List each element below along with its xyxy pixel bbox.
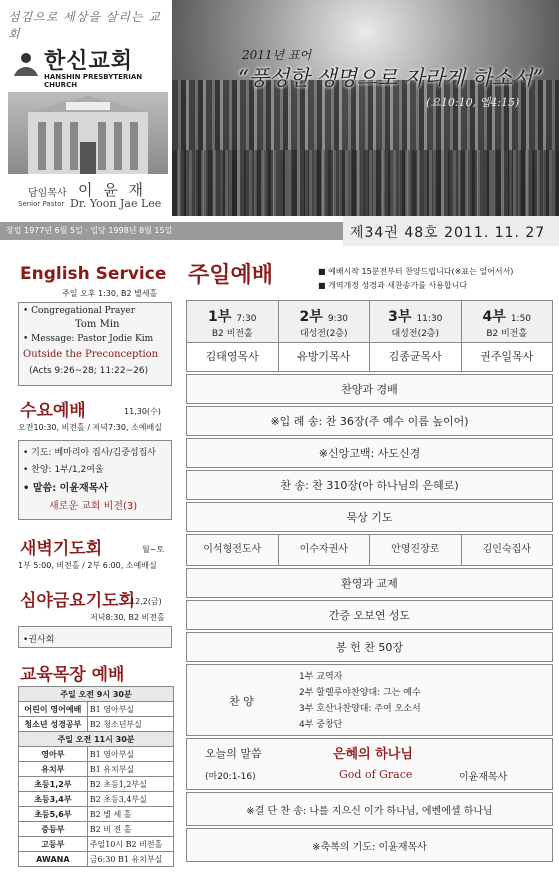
service-cell [370,301,462,342]
service-place: 대성전(2층) [299,329,348,339]
wednesday-sermon-title: 새로운 교회 비전(3) [49,501,138,512]
sermon-preacher: 이윤재목사 [459,772,508,783]
education-title: 교육목장 예배 [20,665,125,685]
sermon-title-en: God of Grace [339,768,413,781]
order-opening-hymn: ※입 례 송: 찬 36장(주 예수 이름 높이어) [186,406,553,436]
education-row [19,852,174,867]
english-service-box [18,302,172,386]
left-column [0,246,178,874]
education-room: 금6:30 B1 유치부실 [87,852,173,867]
worship-note-2: ■ 개역개정 성경과 새찬송가를 사용합니다 [318,281,468,290]
photo-crowd-front [172,150,559,216]
education-row [19,732,174,747]
education-room: B2 청소년부실 [87,717,173,732]
education-room: B1 영아부실 [87,702,173,717]
pastor-label-ko: 담임목사 [28,188,67,199]
education-class: 중등부 [19,822,88,837]
night-prayer-date: 12,2(금) [130,597,162,606]
order-creed: ※신앙고백: 사도신경 [186,438,553,468]
year-motto-ref: (요10:10, 엡4:15) [426,96,520,109]
choir-line: 3부 호산나찬양대: 주여 오소서 [299,704,421,714]
congregation-photo [172,0,559,216]
education-class: AWANA [19,852,88,867]
worship-column [180,246,559,874]
order-closing-hymn: ※결 단 찬 송: 나를 지으신 이가 하나님, 에벤에셀 하나님 [186,792,553,826]
order-benediction: ※축복의 기도: 이윤재목사 [186,828,553,862]
order-prayer: 묵상 기도 [186,502,553,532]
education-class: 청소년 성경공부 [19,717,88,732]
service-part: 3부 [388,309,412,325]
prayer-elder: 안영진장로 [370,535,462,565]
night-prayer-time: 저녁8:30, B2 비전홀 [90,613,165,622]
choir-line: 1부 교역자 [299,672,343,682]
wednesday-prayer: • 기도: 베마리아 집사/김중섭집사 [23,448,156,458]
service-place: 대성전(2층) [391,329,440,339]
service-leader-row [187,343,552,371]
education-row [19,777,174,792]
english-prayer-label: • Congregational Prayer [23,306,136,316]
education-row [19,747,174,762]
education-section-header: 주일 오전 9시 30분 [19,687,174,702]
english-sermon-title: Outside the Preconception [23,349,159,360]
service-time: 7:30 [236,314,257,324]
wednesday-message: • 말씀: 이윤재목사 [23,483,108,494]
education-row [19,792,174,807]
service-header-row [187,301,552,343]
night-prayer-box [18,626,172,648]
year-motto: “풍성한 생명으로 자라게 하소서” [238,66,544,90]
english-message: • Message: Pastor Jodie Kim [23,334,154,344]
choir-line: 2부 할렐루야찬양대: 그는 예수 [299,688,421,698]
education-row [19,807,174,822]
sermon-label: 오늘의 말씀 [205,747,262,760]
education-room: B2 초등3,4부실 [87,792,173,807]
service-leader: 권주일목사 [480,350,534,363]
education-row [19,837,174,852]
english-service-title: English Service [20,264,167,284]
wednesday-box [18,440,172,520]
education-row [19,762,174,777]
education-table [18,686,174,867]
dawn-prayer-time: 1부 5:00, 비전홀 / 2부 6:00, 소예배실 [18,561,157,570]
education-class: 유치부 [19,762,88,777]
english-prayer-name: Tom Min [75,319,120,330]
order-sermon [186,738,553,790]
service-place: B2 비전홀 [486,329,528,339]
education-room: B1 유치부실 [87,762,173,777]
order-offering: 봉 헌 찬 50장 [186,632,553,662]
choir-line: 4부 중창단 [299,720,343,730]
founded-date: 창립 1977년 6월 5일 · 입당 1998년 8월 15일 [6,226,173,235]
service-part: 2부 [299,309,323,325]
night-prayer-title: 심야금요기도회 [20,591,135,611]
wednesday-date: 11,30(수) [124,407,161,416]
service-leader: 유방기목사 [279,343,371,371]
education-section-header: 주일 오전 11시 30분 [19,732,174,747]
worship-title: 주일예배 [188,263,274,288]
service-part: 4부 [482,309,506,325]
pastor-label-en: Senior Pastor [18,200,65,208]
church-building-image [8,92,168,174]
service-table [186,300,553,372]
sermon-title-ko: 은혜의 하나님 [333,747,413,762]
service-time: 1:50 [510,314,532,324]
education-row [19,687,174,702]
order-welcome: 환영과 교제 [186,568,553,598]
order-hymn: 찬 송: 찬 310장(아 하나님의 은혜로) [186,470,553,500]
education-room: 주일10시 B2 비전홀 [87,837,173,852]
order-choir [186,664,553,736]
volume-number: 제34권 48호 2011. 11. 27 [350,225,546,241]
education-class: 고등부 [19,837,88,852]
education-class: 영아부 [19,747,88,762]
service-leader: 김종균목사 [370,343,462,371]
service-time: 9:30 [327,314,349,324]
worship-note-1: ■ 예배시작 15분전부터 찬양드립니다(※표는 일어서서) [318,267,514,276]
education-row [19,702,174,717]
wednesday-title: 수요예배 [20,401,86,421]
education-room: B2 비 전 홀 [87,822,173,837]
education-class: 초등5,6부 [19,807,88,822]
sermon-ref: (마20:1-16) [205,772,256,782]
bulletin-header [0,0,559,241]
night-prayer-item: •권사회 [23,635,55,645]
education-row [19,822,174,837]
education-class: 초등1,2부 [19,777,88,792]
choir-label: 찬 양 [229,695,254,708]
order-elders-row [186,534,553,566]
prayer-elder: 김인숙집사 [482,544,531,555]
pastor-name-ko: 이 윤 재 [78,181,147,199]
prayer-elder: 이석형전도사 [187,535,279,565]
order-testimony: 간증 오보연 성도 [186,600,553,630]
service-cell [462,301,553,342]
education-room: B2 별 세 홀 [87,807,173,822]
education-room: B1 영아부실 [87,747,173,762]
order-praise: 찬양과 경배 [186,374,553,404]
church-brand [0,0,172,222]
education-row [19,717,174,732]
prayer-elder: 이수자권사 [279,535,371,565]
year-motto-label: 2011년 표어 [242,48,312,62]
service-place: B2 비전홀 [211,329,253,339]
service-cell [279,301,371,342]
education-class: 어린이 영어예배 [19,702,88,717]
service-time: 11:30 [416,314,443,324]
service-part: 1부 [207,309,232,325]
dawn-prayer-days: 월~토 [142,545,165,554]
pastor-name-en: Dr. Yoon Jae Lee [70,197,162,210]
english-sermon-ref: (Acts 9:26~28; 11:22~26) [29,366,149,376]
dawn-prayer-title: 새벽기도회 [20,539,103,559]
education-room: B2 초등1,2부실 [87,777,173,792]
education-class: 초등3,4부 [19,792,88,807]
church-logo-icon [12,52,40,78]
wednesday-praise: • 찬양: 1부/1,2여울 [23,465,104,475]
service-cell [187,301,279,342]
wednesday-time: 오전10:30, 비전홀 / 저녁7:30, 소예배실 [18,423,162,432]
english-service-time: 주일 오후 1:30, B2 별세홀 [62,289,158,298]
church-name-en: HANSHIN PRESBYTERIAN CHURCH [44,73,143,89]
church-motto: 섬김으로 세상을 살리는 교회 [8,10,161,41]
church-name: 한신교회 [44,49,134,74]
service-leader: 김태영목사 [187,343,279,371]
